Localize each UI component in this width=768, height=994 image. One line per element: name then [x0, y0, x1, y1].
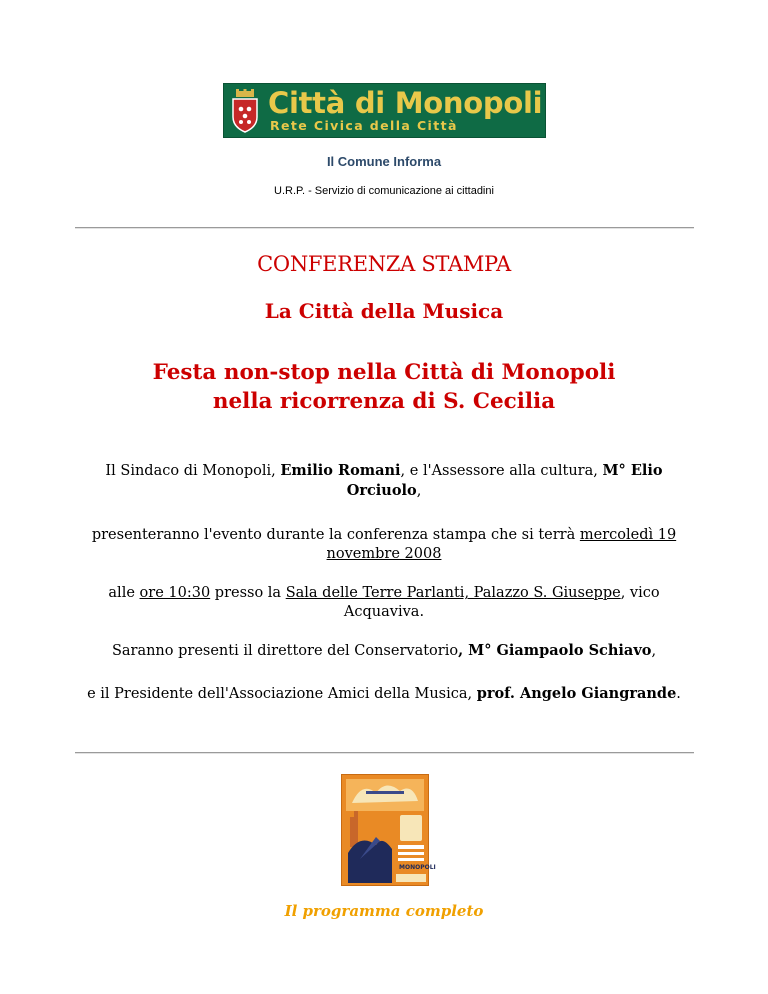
assessore-name: M° Elio Orciuolo	[346, 462, 663, 499]
president-name: prof. Angelo Giangrande	[476, 685, 677, 702]
p3-text-2: presso la	[210, 585, 286, 601]
event-poster-image[interactable]	[341, 774, 436, 886]
full-program-link[interactable]: Il programma completo	[284, 902, 484, 920]
poster-caption: MONOPOLI	[399, 864, 436, 871]
p3-text-1: alle	[108, 585, 140, 601]
p1-text-2: , e l'Assessore alla cultura,	[400, 463, 603, 479]
paragraph-speakers	[70, 461, 698, 501]
banner-title: Città di Monopoli	[268, 85, 543, 120]
p1-text-3: ,	[416, 483, 422, 499]
mayor-name: Emilio Romani	[280, 462, 401, 479]
p3-text-3: , vico Acquaviva.	[343, 585, 660, 620]
urp-label: U.R.P. - Servizio di comunicazione ai cittadini	[274, 185, 494, 197]
p1-text-1: Il Sindaco di Monopoli,	[105, 463, 281, 479]
paragraph-venue	[70, 584, 698, 622]
p5-text-2: .	[676, 686, 681, 702]
p4-text-1: Saranno presenti il direttore del Conservatorio	[111, 643, 459, 659]
event-date: mercoledì 19 novembre 2008	[326, 527, 677, 562]
press-conference-title: CONFERENZA STAMPA	[257, 252, 511, 276]
divider-bottom	[75, 752, 694, 754]
paragraph-president	[70, 684, 698, 704]
p5-text-1: e il Presidente dell'Associazione Amici della Musica,	[87, 686, 477, 702]
event-subtitle: La Città della Musica	[264, 299, 504, 323]
banner-subtitle: Rete Civica della Città	[270, 117, 458, 133]
paragraph-director	[70, 641, 698, 661]
event-time: ore 10:30	[139, 585, 211, 601]
event-venue: Sala delle Terre Parlanti, Palazzo S. Giuseppe	[285, 585, 621, 601]
paragraph-date	[70, 526, 698, 564]
divider-top	[75, 227, 694, 229]
p2-text-1: presenteranno l'evento durante la conferenza stampa che si terrà	[91, 527, 580, 543]
p4-text-2: ,	[651, 643, 657, 659]
city-logo-banner	[223, 83, 546, 138]
comune-informa-label: Il Comune Informa	[326, 154, 442, 169]
city-crest-icon	[230, 89, 260, 133]
event-headline: Festa non-stop nella Città di Monopoli nella ricorrenza di S. Cecilia	[152, 360, 616, 414]
director-name: , M° Giampaolo Schiavo	[458, 642, 652, 659]
